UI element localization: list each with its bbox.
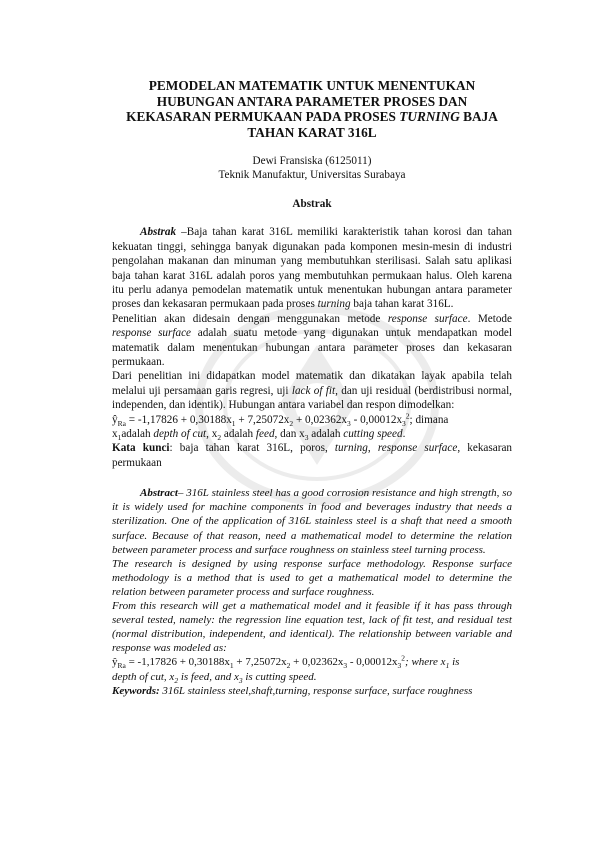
abstract-paragraph-1: Abstract– 316L stainless steel has a good corrosion resistance and high strength, so it is widely used for machine components in food and beverages industry that needs a sterilization. One of the application of 316L stainless steel is a shaft that need a smooth surface. Because of that reason, need a mathematical model to determine the relation between parameter process and surface roughness on stainless steel turning process. — [112, 487, 512, 556]
title-line-2: HUBUNGAN ANTARA PARAMETER PROSES DAN — [156, 93, 468, 109]
title-line-1: PEMODELAN MATEMATIK UNTUK MENENTUKAN — [148, 78, 476, 93]
paper-page — [112, 78, 512, 698]
abstract-paragraph-3: From this research will get a mathematical model and it feasible if it has pass through several tested, namely: the regression line equation test, lack of fit test, and residual test (normal distribution, independent, and identical). The relationship between variable and response was modeled as: — [112, 600, 512, 655]
author-block — [112, 154, 512, 182]
abstract-label: Abstract — [140, 487, 178, 500]
abstrak-label: Abstrak — [140, 226, 177, 239]
abstract-keywords: Keywords: 316L stainless steel,shaft,turning, response surface, surface roughness — [112, 684, 473, 697]
abstrak-paragraph-3: Dari penelitian ini didapatkan model matematik dan dikatakan layak apabila telah melalui uji persamaan garis regresi, uji lack of fit, dan uji residual (berdistribusi normal, independen, dan identik). Hubungan antara variabel dan respon dimodelkan: — [112, 370, 512, 412]
title-line-4: TAHAN KARAT 316L — [247, 124, 377, 140]
title-line-3c: BAJA — [459, 109, 498, 125]
abstrak-paragraph-2: Penelitian akan didesain dengan menggunakan metode response surface. Metode response surface adalah suatu metode yang digunakan untuk mendapatkan model matematik dalam menentukan hubungan antara parameter proses dan kekasaran permukaan. — [112, 312, 512, 369]
abstrak-keywords: Kata kunci: baja tahan karat 316L, poros, turning, response surface, kekasaran permukaan — [112, 442, 512, 469]
author-affiliation: Teknik Manufaktur, Universitas Surabaya — [218, 169, 406, 182]
abstract-equation: $ŷ_{Ra} = -1,17826 + 0,30188x_1 + 7,25072x_2 + 0,02362x_3 - 0,00012x_3^2$; where $x_1$ is depth of cut, $x_2$ is feed, and $x_3$ is cutting speed. — [112, 653, 460, 685]
paper-title — [112, 78, 512, 140]
abstrak-paragraph-1: Abstrak –Baja tahan karat 316L memiliki karakteristik tahan korosi dan tahan kekuatan tinggi, sehingga banyak digunakan pada komponen mesin-mesin di industri pengolahan makanan dan minuman yang membutuhkan sterilisasi. Salah satu aplikasi baja tahan karat 316L adalah poros yang membutuhkan permukaan halus. Oleh karena itu perlu adanya pemodelan matematik untuk menentukan hubungan antara parameter proses dan kekasaran permukaan pada proses turning baja tahan karat 316L. — [112, 226, 512, 311]
title-turning: TURNING — [399, 109, 460, 125]
abstrak-equation: $ŷ_{Ra} = -1,17826 + 0,30188x_1 + 7,25072x_2 + 0,02362x_3 - 0,00012x_3^2$; dimana $x_1adalah$ depth of cut, $x_2$ adalah feed, dan $x_3$ adalah cutting speed. — [112, 410, 449, 443]
author-name: Dewi Fransiska (6125011) — [252, 155, 372, 168]
title-line-3a: KEKASARAN PERMUKAAN PADA PROSES — [126, 109, 400, 125]
abstract-heading: Abstrak — [292, 198, 332, 211]
abstract-paragraph-2: The research is designed by using response surface methodology. Response surface methodology is a method that is used to get a mathematical model to determine the relation between parameter process and surface roughness. — [112, 557, 512, 598]
